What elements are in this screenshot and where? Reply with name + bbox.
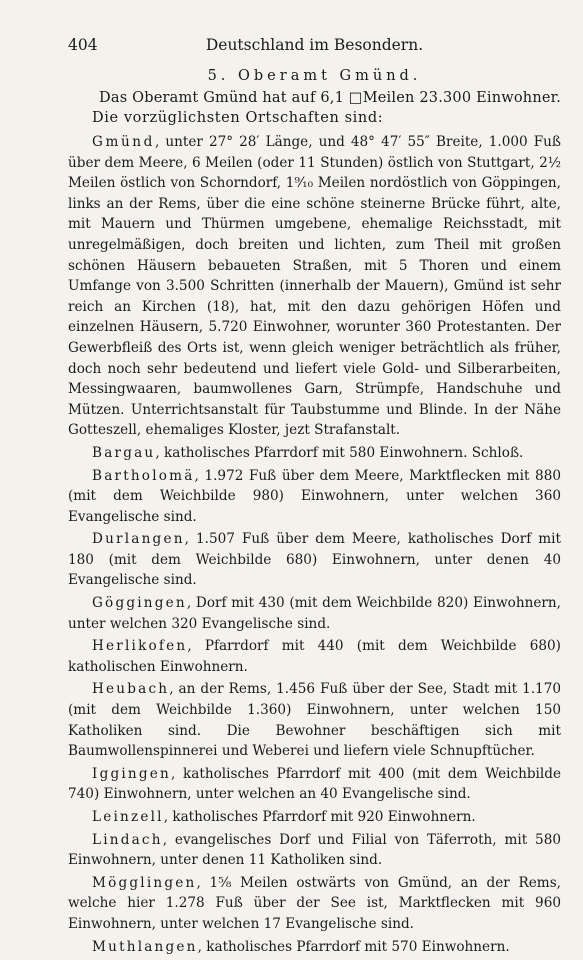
place-description: , katholisches Pfarrdorf mit 920 Einwohnern. [163, 809, 476, 825]
place-name: Lindach [92, 831, 163, 848]
place-name: Bartholomä [92, 467, 195, 484]
place-name: Bargau [92, 444, 156, 461]
place-description: , 1.507 Fuß über dem Meere, katholisches Dorf mit 180 (mit dem Weichbilde 680) Einwohnern, unter denen 40 Evangelische sind. [68, 531, 561, 589]
running-title: Deutschland im Besondern. [205, 36, 424, 54]
place-description: , 1⁵⁄₈ Meilen ostwärts von Gmünd, an der Rems, welche hier 1.278 Fuß über der See ist, Marktflecken mit 960 Einwohnern, unter welchen 17 Evangelische sind. [68, 874, 561, 932]
sub-heading: Die vorzüglichsten Ortschaften sind: [92, 110, 384, 126]
place-entry [68, 132, 561, 441]
place-name: Mögglingen [92, 874, 197, 891]
place-entry [68, 529, 561, 591]
place-description: , katholisches Pfarrdorf mit 400 (mit dem Weichbilde 740) Einwohnern, unter welchen an 40 Evangelische sind. [68, 765, 561, 803]
place-name: Durlangen [92, 531, 185, 548]
place-entry [68, 679, 561, 761]
place-entry [68, 593, 561, 634]
place-name: Göggingen [92, 595, 187, 612]
place-description: , evangelisches Dorf und Filial von Täferroth, mit 580 Einwohnern, unter denen 11 Katholiken sind. [68, 831, 561, 869]
section-title: 5. Oberamt Gmünd. [207, 68, 422, 84]
place-description: , Dorf mit 430 (mit dem Weichbilde 820) Einwohnern, unter welchen 320 Evangelische sind. [68, 595, 561, 632]
place-name: Herlikofen [92, 638, 188, 655]
place-name: Gmünd [92, 134, 155, 150]
place-entry [68, 807, 561, 828]
place-description: , katholisches Pfarrdorf mit 570 Einwohnern. [197, 938, 510, 955]
place-name: Heubach [92, 681, 170, 698]
place-entry [68, 466, 561, 528]
place-description: , unter 27° 28′ Länge, und 48° 47′ 55″ Breite, 1.000 Fuß über dem Meere, 6 Meilen (oder 11 Stunden) östlich von Stuttgart, 2½ Meilen östlich von Schorndorf, 1⁹⁄₁₀ Meilen nordöstlich von Göppingen, links an der Rems, über die eine schöne steinerne Brücke führt, alte, mit Mauern und Thürmen umgebene, ehemalige Reichsstadt, mit unregelmäßigen, doch breiten und lichten, zum Theil mit großen schönen Häusern bebaueten Straßen, mit 5 Thoren und einem Umfange von 3.500 Schritten (innerhalb der Mauern), Gmünd ist sehr reich an Kirchen (18), hat, mit den dazu gehörigen Höfen und einzelnen Häusern, 5.720 Einwohner, worunter 360 Protestanten. Der Gewerbfleiß des Orts ist, wenn gleich weniger beträchtlich als früher, doch noch sehr bedeutend und liefert viele Gold- und Silberarbeiten, Messingwaaren, baumwollenes Garn, Strümpfe, Handschuhe und Mützen. Unterrichtsanstalt für Taubstumme und Blinde. In der Nähe Gotteszell, ehemaliges Kloster, jezt Strafanstalt. [68, 134, 561, 439]
place-entry [68, 937, 561, 958]
place-description: , katholisches Pfarrdorf mit 580 Einwohnern. Schloß. [155, 444, 524, 461]
place-entries [68, 132, 561, 957]
place-description: , 1.972 Fuß über dem Meere, Marktflecken mit 880 (mit dem Weichbilde 980) Einwohnern, unter welchen 360 Evangelische sind. [68, 467, 561, 525]
place-name: Iggingen [92, 765, 171, 782]
page-header [68, 36, 561, 62]
place-entry [68, 636, 561, 677]
place-entry [68, 830, 561, 871]
place-description: , an der Rems, 1.456 Fuß über der See, Stadt mit 1.170 (mit dem Weichbilde 1.360) Einwohnern, unter welchen 150 Katholiken sind. Die Bewohner beschäftigen sich mit Baumwollenspinnerei und Weberei und liefern viele Schnupftücher. [68, 681, 561, 760]
page-number: 404 [68, 36, 98, 54]
place-name: Muthlangen [92, 938, 198, 955]
place-name: Leinzell [92, 809, 164, 825]
place-entry [68, 443, 561, 464]
place-entry [68, 764, 561, 805]
place-description: , Pfarrdorf mit 440 (mit dem Weichbilde 680) katholischen Einwohnern. [68, 638, 561, 675]
district-summary: Das Oberamt Gmünd hat auf 6,1 □Meilen 23.300 Einwohner. [99, 90, 561, 106]
place-entry [68, 873, 561, 935]
